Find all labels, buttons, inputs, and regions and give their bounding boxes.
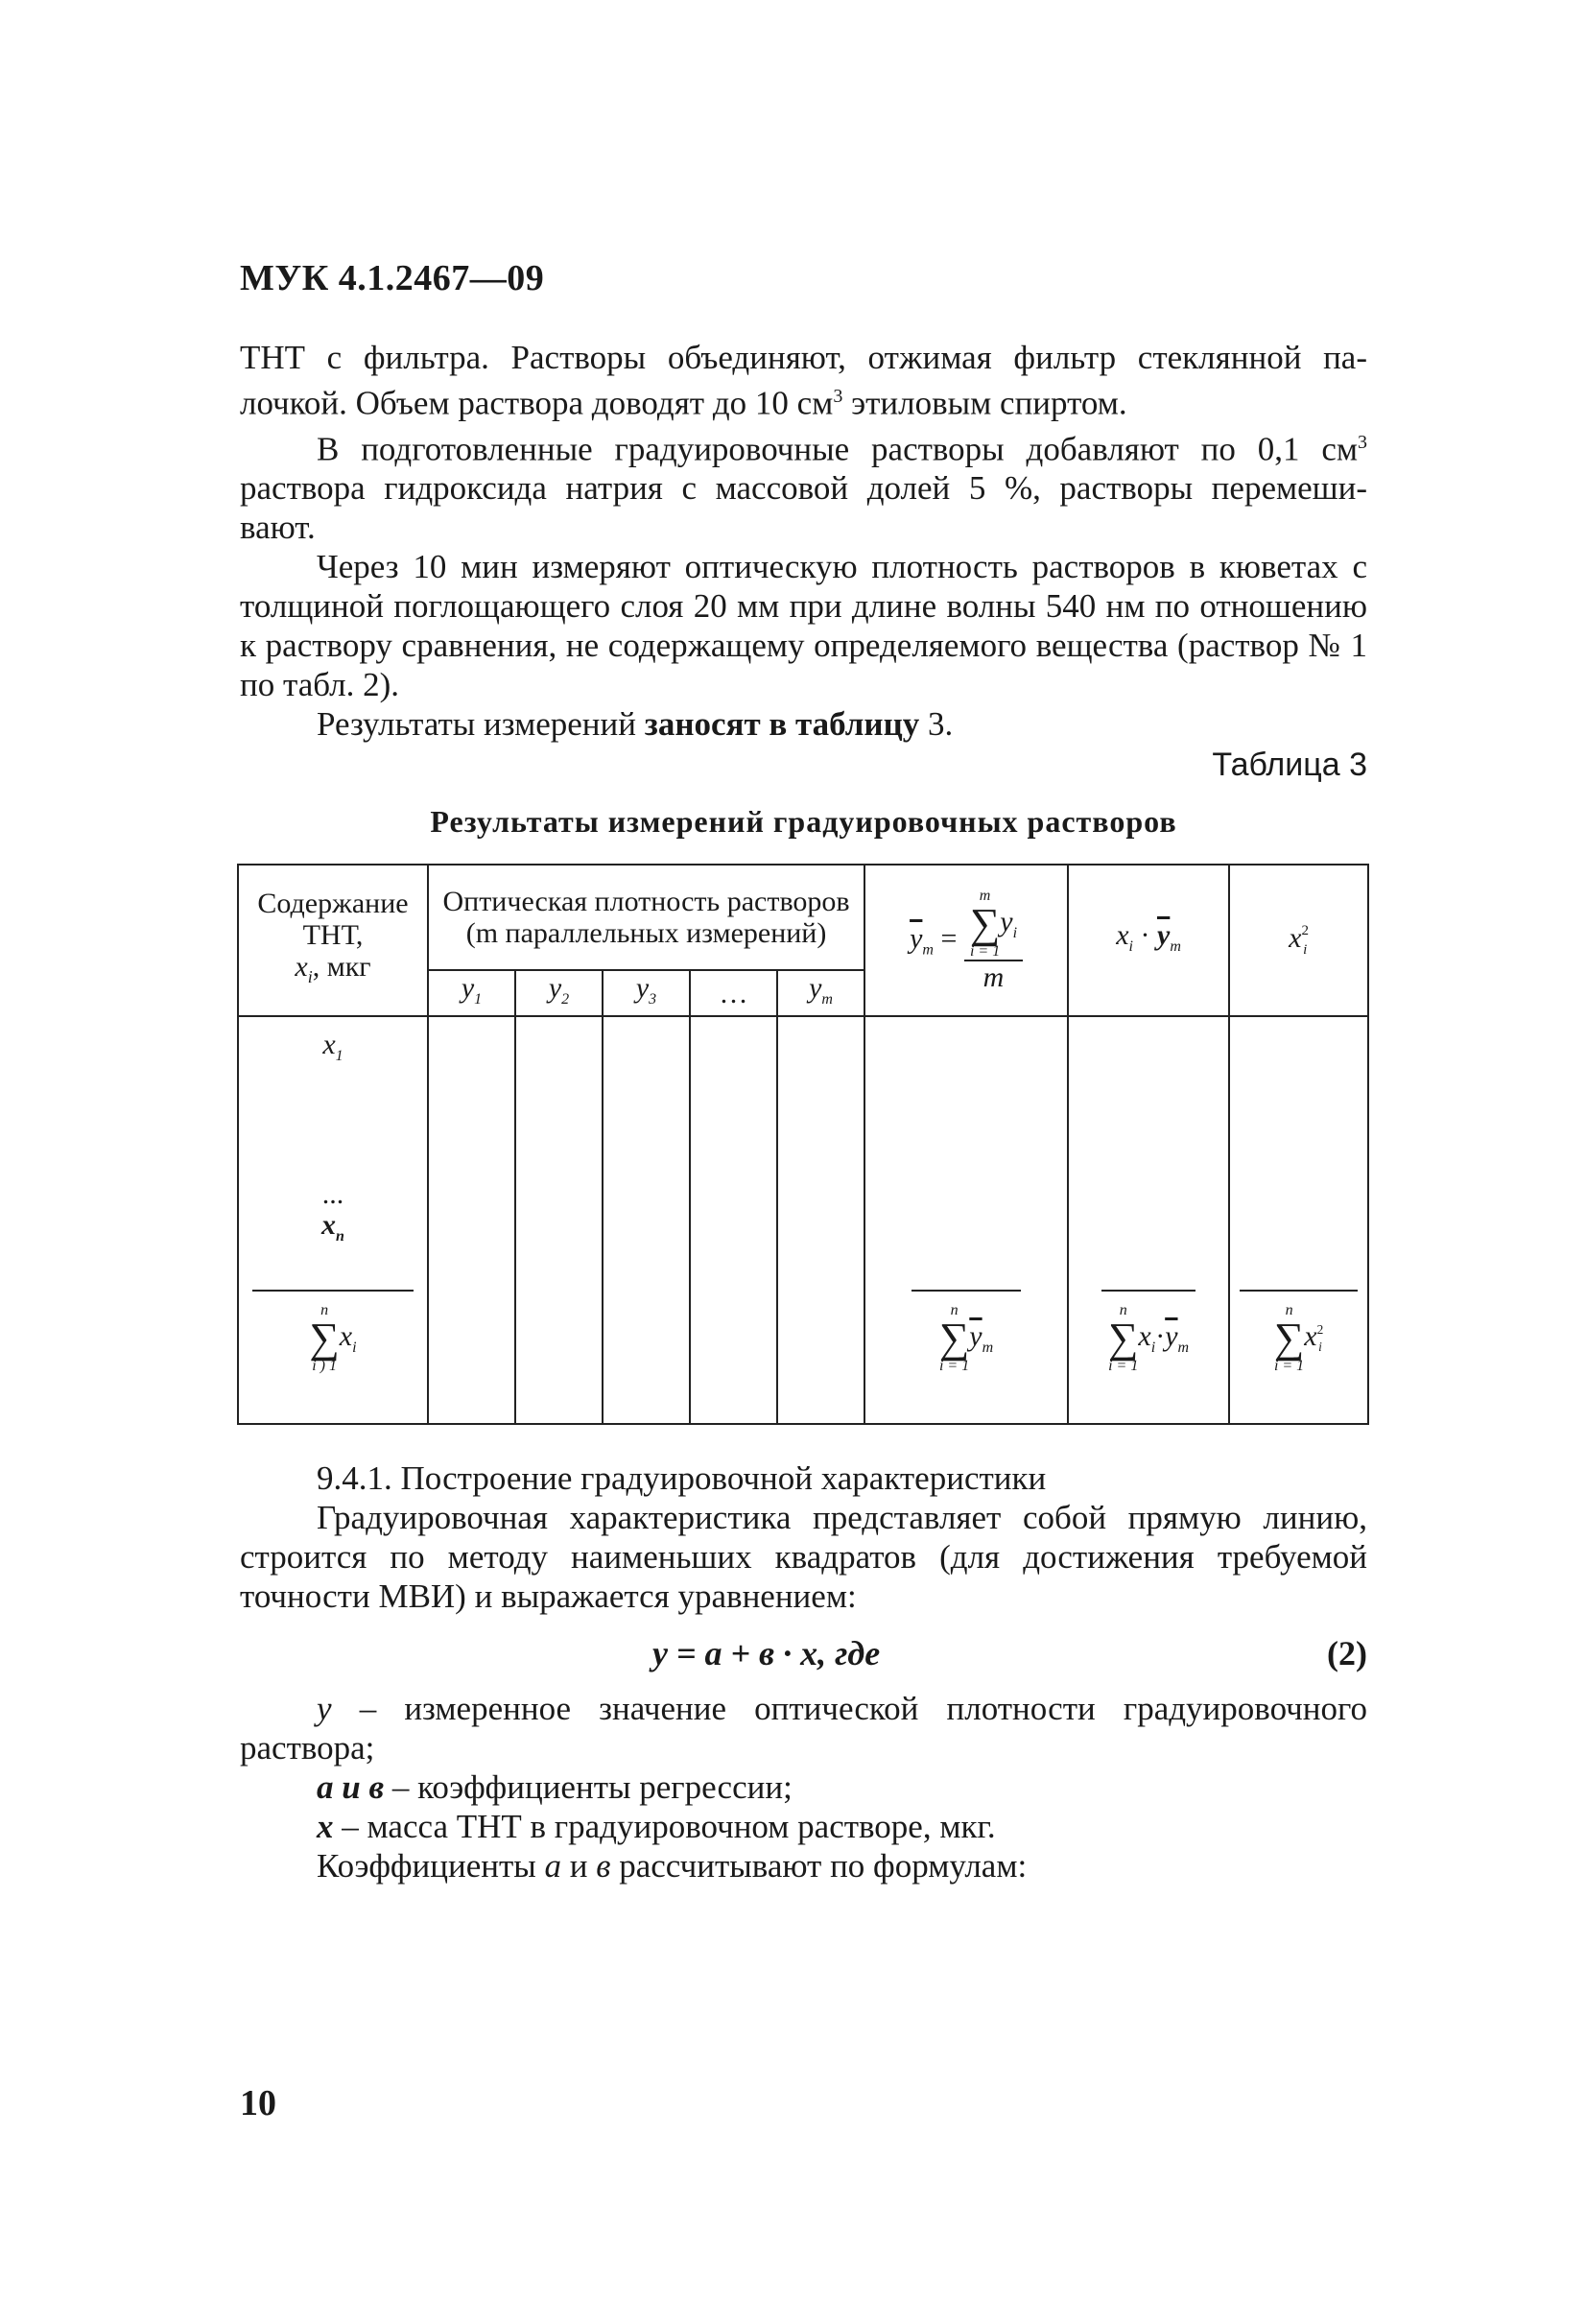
section-heading: 9.4.1. Построение градуировочной характеристики xyxy=(317,1459,1047,1497)
measurement-table xyxy=(237,864,1369,1425)
cell-y3 xyxy=(603,1016,690,1424)
content-column-cell xyxy=(238,1016,428,1424)
intro-text-block xyxy=(240,338,1367,744)
section-text-block xyxy=(240,1458,1367,1616)
sum-x2: n ∑ i = 1 x 2 i xyxy=(1273,1302,1324,1374)
page-number: 10 xyxy=(240,2083,276,2123)
definition-ab: а и в – коэффициенты регрессии; xyxy=(317,1768,793,1806)
cell-y1 xyxy=(428,1016,515,1424)
intro-p1-line1: ТНТ с фильтра. Растворы объединяют, отжимая фильтр стеклянной па- xyxy=(240,339,1367,376)
sum-separator xyxy=(1240,1290,1358,1292)
row-dots: ... xyxy=(321,1178,344,1210)
table-label: Таблица 3 xyxy=(1212,747,1367,783)
subcol-y2: $y_2$ xyxy=(515,970,603,1016)
document-code-header: МУК 4.1.2467—09 xyxy=(240,258,545,298)
ym-column-cell xyxy=(864,1016,1068,1424)
subcol-y1: $y_1$ xyxy=(428,970,515,1016)
intro-p4: Результаты измерений заносят в таблицу 3. xyxy=(317,705,954,744)
intro-p2-line2: раствора гидроксида натрия с массовой долей 5 %, растворы перемеши- xyxy=(240,469,1367,508)
coefficients-intro: Коэффициенты а и в рассчитывают по формулам: xyxy=(317,1847,1028,1885)
equation-number: (2) xyxy=(1327,1634,1367,1672)
table-header-row xyxy=(238,865,1368,970)
subcol-ellipsis: … xyxy=(690,970,777,1016)
table-title: Результаты измерений градуировочных растворов xyxy=(430,804,1177,839)
cell-ellipsis xyxy=(690,1016,777,1424)
section-p1: Градуировочная характеристика представляет собой прямую линию, строится по методу наименьших квадратов (для достижения требуемой точности МВИ) и выражается уравнением: xyxy=(240,1499,1367,1615)
equation-text: y = a + в · x, где xyxy=(652,1634,881,1672)
x2-column-cell xyxy=(1229,1016,1368,1424)
row-x1: $x_1$ xyxy=(322,1029,343,1064)
sum-separator xyxy=(252,1290,414,1292)
col-header-ym: $\overline{y}_m$ = m ∑ i = 1 $y_i$ m xyxy=(864,865,1068,1016)
sum-x: n ∑ i ) 1 $x_i$ xyxy=(309,1302,357,1374)
table-data-row xyxy=(238,1016,1368,1424)
definition-x: x – масса ТНТ в градуировочном растворе, мкг. xyxy=(317,1808,996,1845)
intro-p2-line3: вают. xyxy=(240,509,316,547)
row-xn: $x_n$ xyxy=(321,1209,344,1245)
col-header-content: Содержание ТНТ, $x_i$, мкг xyxy=(238,865,428,1016)
col-header-optical: Оптическая плотность растворов (m параллельных измерений) xyxy=(428,865,864,970)
subcol-ym: $y_m$ xyxy=(777,970,864,1016)
definition-y: y – измеренное значение оптической плотности градуировочного раствора; xyxy=(240,1690,1367,1767)
sum-ym: n ∑ i = 1 $\overline{y}_m$ xyxy=(938,1302,994,1374)
cell-y2 xyxy=(515,1016,603,1424)
col-header-xy: $x_i \cdot \overline{y}_m$ xyxy=(1068,865,1229,1016)
xy-column-cell xyxy=(1068,1016,1229,1424)
intro-p2-line1: В подготовленные градуировочные растворы добавляют по 0,1 $см^3$ xyxy=(317,430,1367,468)
intro-p1-line2: лочкой. Объем раствора доводят до 10 $см^3$ этиловым спиртом. xyxy=(240,384,1127,422)
sum-separator xyxy=(1101,1290,1195,1292)
intro-p3: Через 10 мин измеряют оптическую плотность растворов в кюветах с толщиной поглощающего слоя 20 мм при длине волны 540 нм по отношению к раствору сравнения, не содержащему определяемого вещества (раствор № 1 по табл. 2). xyxy=(240,548,1367,704)
sum-xy: n ∑ i = 1 $x_i\cdot\overline{y}_m$ xyxy=(1108,1302,1190,1374)
definitions-block xyxy=(240,1689,1367,1885)
subcol-y3: $y_3$ xyxy=(603,970,690,1016)
sum-separator xyxy=(911,1290,1021,1292)
col-header-x2: x 2 i xyxy=(1229,865,1368,1016)
cell-ym xyxy=(777,1016,864,1424)
